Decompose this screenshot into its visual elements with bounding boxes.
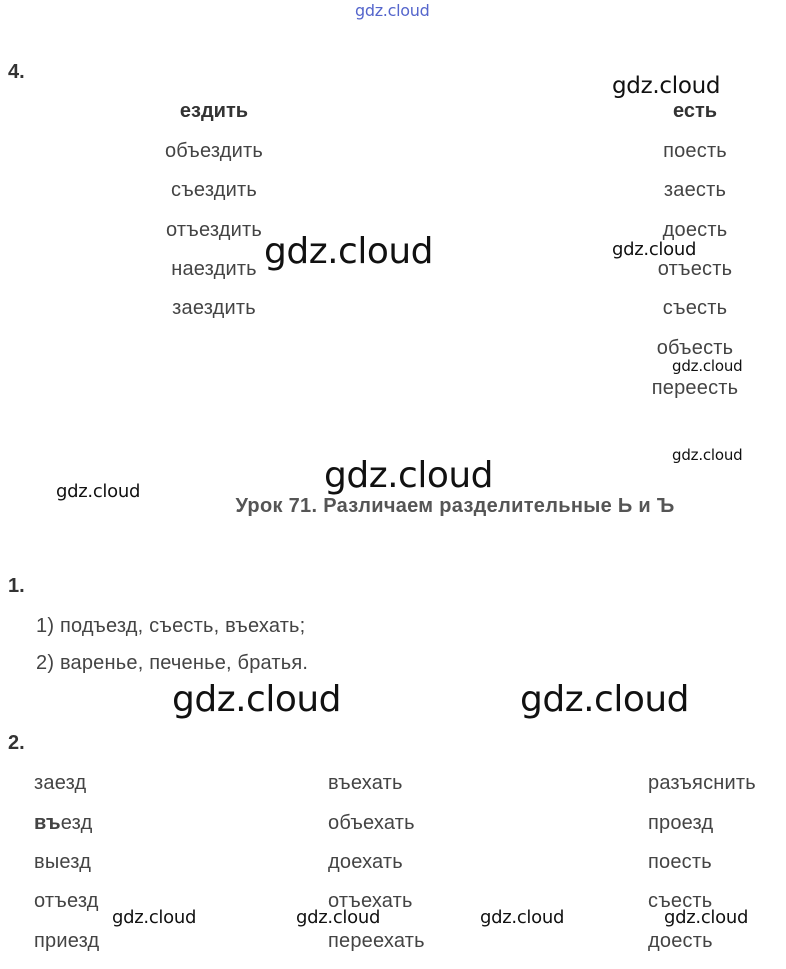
lesson-title: Урок 71. Различаем разделительные Ь и Ъ	[235, 495, 675, 517]
task-1-number: 1.	[8, 575, 25, 597]
task-2-col3-word: доесть	[648, 930, 713, 952]
task-1-line: 1) подъезд, съесть, въехать;	[36, 615, 306, 637]
task-4-col2-word: заесть	[663, 179, 727, 201]
task-2-col3-word: проезд	[648, 812, 714, 834]
task-4-col2-word: поесть	[663, 140, 727, 162]
task-2-col1-word: выезд	[34, 851, 92, 873]
task-4-col2-word: съесть	[662, 297, 728, 319]
task-4-col1-word: наездить	[171, 258, 257, 280]
task-4-col2-word: переесть	[651, 377, 739, 399]
task-4-col2-word: объесть	[656, 337, 734, 359]
watermark: gdz.cloud	[672, 357, 743, 375]
task-4-number: 4.	[8, 61, 25, 83]
watermark: gdz.cloud	[264, 231, 434, 272]
task-2-col3-word: поесть	[648, 851, 712, 873]
task-2-col2-word: отъехать	[328, 890, 413, 912]
task-2-col1-word: приезд	[34, 930, 100, 952]
task-2-col3-word: съесть	[648, 890, 713, 912]
task-4-col1-word: отъездить	[166, 219, 262, 241]
task-2-col2-word: объехать	[328, 812, 415, 834]
task-4-col1-word: объездить	[164, 140, 264, 162]
watermark: gdz.cloud	[664, 907, 749, 928]
watermark-top: gdz.cloud	[355, 1, 430, 20]
task-4-col1-heading: ездить	[179, 100, 249, 122]
task-2-col2-word: въехать	[328, 772, 403, 794]
task-4-col2-heading: есть	[672, 100, 718, 122]
task-2-col1-word: отъезд	[34, 890, 99, 912]
task-2-word-rest: езд	[60, 812, 93, 834]
task-2-col3-word: разъяснить	[648, 772, 756, 794]
watermark: gdz.cloud	[612, 73, 721, 99]
task-2-number: 2.	[8, 732, 25, 754]
watermark: gdz.cloud	[672, 446, 743, 464]
watermark: gdz.cloud	[480, 907, 565, 928]
task-4-col2-word: отъесть	[657, 258, 733, 280]
task-2-hard-sign-part: въ	[34, 812, 61, 834]
task-4-col1-word: съездить	[171, 179, 257, 201]
watermark: gdz.cloud	[612, 239, 697, 260]
watermark: gdz.cloud	[172, 679, 342, 720]
watermark: gdz.cloud	[324, 455, 494, 496]
watermark: gdz.cloud	[520, 679, 690, 720]
watermark: gdz.cloud	[112, 907, 197, 928]
task-2-col2-word: переехать	[328, 930, 425, 952]
watermark: gdz.cloud	[296, 907, 381, 928]
task-2-col2-word: доехать	[328, 851, 403, 873]
task-2-col1-word	[34, 812, 92, 835]
watermark: gdz.cloud	[56, 481, 141, 502]
task-4-col1-word: заездить	[172, 297, 256, 319]
task-2-col1-word: заезд	[34, 772, 87, 794]
task-1-line: 2) варенье, печенье, братья.	[36, 652, 309, 674]
task-4-col2-word: доесть	[662, 219, 728, 241]
